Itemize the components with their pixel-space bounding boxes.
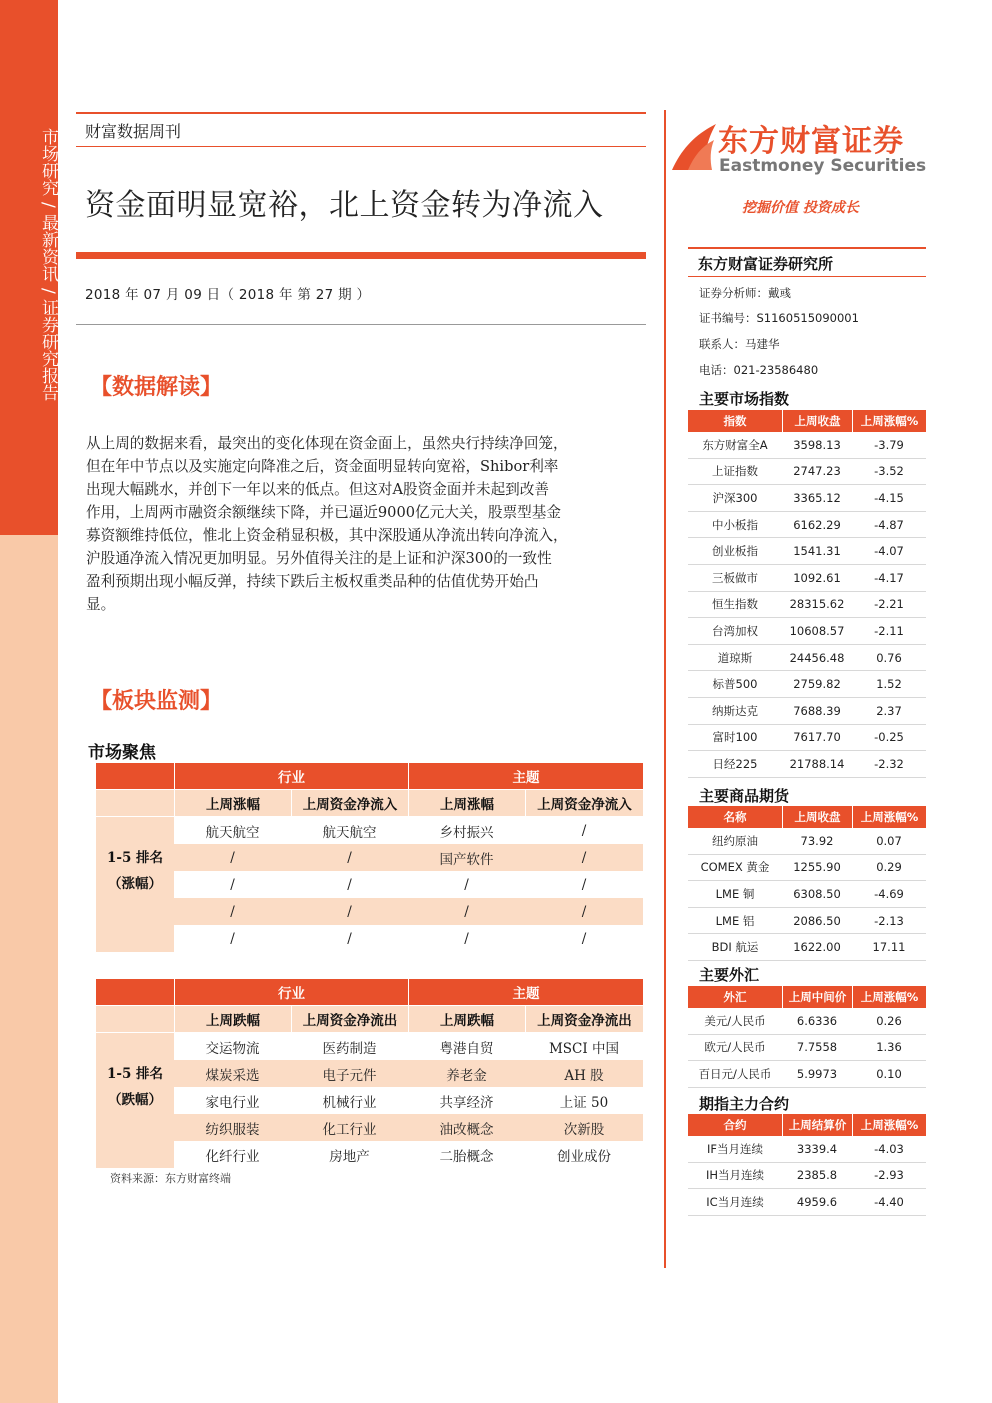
table-cell: 创业成份 — [557, 1148, 611, 1165]
table-cell: 中小板指 — [712, 517, 758, 532]
table-cell: 1622.00 — [793, 940, 841, 955]
table-cell: 共享经济 — [439, 1094, 494, 1111]
paragraph-line: 作用，上周两市融资余额继续下降，并已逼近9000亿元大关，股票型基金 — [86, 504, 561, 521]
table-cell: 3365.12 — [793, 490, 841, 505]
paragraph-line: 显。 — [86, 596, 116, 613]
table-cell: / — [581, 822, 587, 839]
table-cell: 房地产 — [329, 1148, 370, 1165]
table-cell: / — [408, 898, 525, 925]
table-row — [96, 898, 643, 925]
table-cell: 纽约原油 — [712, 833, 758, 848]
sidebar-band-bottom — [0, 535, 58, 1403]
table-column-header: 上周资金净流入 — [291, 790, 408, 816]
table-cell: IF当月连续 — [706, 1141, 763, 1156]
institute-rule-top — [688, 247, 926, 249]
table-row — [688, 1035, 926, 1062]
table-cell: 73.92 — [800, 833, 834, 848]
table-cell: 东方财富全A — [702, 437, 768, 452]
table-cell: 养老金 — [408, 1060, 525, 1087]
table-row — [96, 1033, 643, 1060]
table-row — [688, 751, 926, 778]
commodities-table — [688, 806, 926, 961]
futures-heading: 期指主力合约 — [699, 1095, 790, 1113]
table-cell: 7617.70 — [793, 730, 841, 745]
table-label-spacer — [96, 1006, 174, 1032]
table-row — [688, 671, 926, 698]
table-cell: / — [174, 898, 291, 925]
table-cell: 沪深300 — [712, 490, 758, 505]
table-row — [688, 881, 926, 908]
table-cell: 美元/人民币 — [704, 1013, 766, 1028]
table-cell: 乡村振兴 — [439, 824, 494, 841]
table-cell: / — [347, 876, 352, 893]
table-cell: -3.52 — [874, 464, 904, 479]
table-cell: / — [525, 898, 643, 925]
table-cell: -4.69 — [874, 886, 904, 901]
table-cell: 电子元件 — [291, 1060, 408, 1087]
table-row — [688, 1163, 926, 1190]
institute-rule-bottom — [688, 276, 926, 277]
header-rule-date — [76, 324, 646, 325]
table-header-row — [688, 986, 926, 1008]
table-cell: -0.25 — [874, 730, 904, 745]
table-row — [96, 871, 643, 898]
section-heading-data: 【数据解读】 — [90, 374, 223, 400]
table-cell: -2.21 — [874, 597, 904, 612]
table-cell: AH 股 — [525, 1060, 643, 1087]
table-cell: 17.11 — [872, 940, 906, 955]
table-row — [688, 618, 926, 645]
table-row — [688, 432, 926, 459]
brand-name-en: Eastmoney Securities — [719, 156, 927, 176]
table-row — [688, 538, 926, 565]
table-cell: -3.79 — [874, 437, 904, 452]
table-header-row — [688, 806, 926, 828]
table-row — [96, 1141, 643, 1168]
contact-person: 联系人：马建华 — [699, 337, 780, 351]
table-cell: 2086.50 — [793, 913, 841, 928]
table-cell: 日经225 — [712, 756, 758, 771]
fx-table — [688, 986, 926, 1088]
table-cell: 24456.48 — [789, 650, 845, 665]
table-row — [688, 828, 926, 855]
rank-label: 1-5 排名 — [106, 1066, 164, 1082]
table-cell: / — [174, 844, 291, 871]
table-cell: 次新股 — [525, 1114, 643, 1141]
table-cell: 0.29 — [876, 860, 902, 875]
table-label-cell — [96, 925, 174, 952]
table-cell: 纺织服装 — [174, 1114, 291, 1141]
table-row — [688, 1008, 926, 1035]
table-cell: / — [291, 898, 408, 925]
table-cell: 3598.13 — [793, 437, 841, 452]
table-group-header-row — [96, 979, 643, 1005]
table-column-header: 上周涨幅% — [852, 410, 926, 432]
table-column-header: 指数 — [723, 414, 747, 428]
sidebar-part: / — [38, 287, 58, 294]
table-cell: 1541.31 — [793, 544, 841, 559]
gainers-table — [96, 763, 643, 953]
table-cell: 2759.82 — [793, 677, 841, 692]
table-column-header: 上周涨幅% — [852, 806, 926, 828]
table-cell: 台湾加权 — [712, 623, 758, 638]
column-divider — [664, 110, 666, 1268]
table-cell: 机械行业 — [322, 1094, 377, 1111]
table-column-header: 上周涨幅 — [408, 790, 525, 816]
table-row — [688, 934, 926, 961]
table-cell: -2.32 — [874, 756, 904, 771]
table-cell: 0.07 — [876, 833, 902, 848]
paragraph-line: 从上周的数据来看，最突出的变化体现在资金面上，虽然央行持续净回笼， — [86, 435, 568, 452]
table-cell: -4.17 — [874, 570, 904, 585]
table-cell: 恒生指数 — [712, 597, 758, 612]
table-label-cell — [96, 817, 174, 844]
table-row — [96, 844, 643, 871]
sidebar-part: 市场研究 — [38, 128, 58, 196]
table-row — [688, 1136, 926, 1163]
table-cell: 二胎概念 — [439, 1148, 494, 1165]
cert-number: 证书编号：S1160515090001 — [699, 311, 859, 325]
table-cell: 28315.62 — [789, 597, 845, 612]
table-cell: / — [230, 930, 235, 947]
table-cell: / — [464, 930, 469, 947]
table-row — [688, 855, 926, 882]
indices-table — [688, 410, 926, 778]
table-group-header-row — [96, 763, 643, 789]
paragraph-line: 出现大幅跳水，并创下一年以来的低点。但这对A股资金面并未起到改善 — [86, 481, 549, 498]
table-row — [96, 1060, 643, 1087]
table-column-header: 合约 — [723, 1118, 747, 1132]
header-rule-journal — [76, 146, 646, 147]
table-cell: 6308.50 — [793, 886, 841, 901]
table-column-header: 上周跌幅 — [408, 1006, 525, 1032]
table-cell: -4.03 — [874, 1141, 904, 1156]
fx-heading: 主要外汇 — [699, 966, 760, 984]
table-row — [688, 1189, 926, 1216]
table-row — [688, 698, 926, 725]
institute-name: 东方财富证券研究所 — [698, 255, 834, 273]
table-cell: LME 铝 — [715, 913, 755, 928]
table-column-header: 上周资金净流入 — [525, 790, 643, 816]
rank-type-label: （涨幅） — [108, 876, 162, 892]
phone: 电话：021-23586480 — [699, 363, 819, 377]
table-cell: 0.26 — [876, 1013, 902, 1028]
table-cell: 0.10 — [876, 1066, 902, 1081]
table-column-header: 上周涨幅% — [852, 986, 926, 1008]
table-cell: COMEX 黄金 — [700, 860, 770, 875]
sidebar-label — [0, 128, 58, 428]
rank-label: 1-5 排名 — [106, 850, 164, 866]
issue-date: 2018 年 07 月 09 日（ 2018 年 第 27 期 ） — [85, 287, 371, 303]
table-column-header: 上周跌幅 — [174, 1006, 291, 1032]
table-cell: 0.76 — [876, 650, 902, 665]
table-row — [688, 725, 926, 752]
brand-slogan: 挖掘价值 投资成长 — [742, 200, 859, 216]
table-cell: 医药制造 — [322, 1040, 377, 1057]
table-column-header: 上周收盘 — [782, 806, 852, 828]
table-row — [688, 908, 926, 935]
section-heading-sector: 【板块监测】 — [90, 688, 223, 714]
table-label-cell — [96, 1114, 174, 1141]
table-row — [96, 817, 643, 844]
analyst: 证券分析师：戴彧 — [699, 286, 791, 300]
table-cell: 交运物流 — [205, 1040, 260, 1057]
sidebar-part: 最新资讯 — [38, 213, 58, 282]
table-cell: 化纤行业 — [205, 1148, 260, 1165]
data-paragraph — [86, 432, 646, 616]
table-cell: -4.07 — [874, 544, 904, 559]
table-cell: 6.6336 — [796, 1013, 838, 1028]
table-cell: 煤炭采选 — [174, 1060, 291, 1087]
table-cell: 粤港自贸 — [439, 1040, 494, 1057]
table-cell: / — [291, 844, 408, 871]
table-cell: 7.7558 — [796, 1040, 838, 1055]
table-column-header: 上周涨幅% — [852, 1114, 926, 1136]
table-column-header: 上周中间价 — [782, 986, 852, 1008]
table-cell: 标普500 — [712, 677, 758, 692]
sidebar-part: 证券研究报告 — [38, 299, 58, 402]
table-cell: 1092.61 — [793, 570, 841, 585]
table-header-row — [688, 410, 926, 432]
table-cell: 1.52 — [876, 677, 902, 692]
table-column-header: 上周收盘 — [782, 410, 852, 432]
table-cell: BDI 航运 — [711, 940, 759, 955]
table-cell: 7688.39 — [793, 703, 841, 718]
table-cell: 航天航空 — [322, 824, 377, 841]
page-title: 资金面明显宽裕，北上资金转为净流入 — [85, 188, 604, 223]
table-cell: 10608.57 — [789, 623, 845, 638]
table-cell: 欧元/人民币 — [704, 1040, 766, 1055]
table-cell: 2.37 — [876, 703, 902, 718]
source-note: 资料来源：东方财富终端 — [110, 1172, 231, 1185]
brand-name-cn: 东方财富证券 — [718, 124, 904, 159]
table-cell: IH当月连续 — [705, 1168, 765, 1183]
table-cell: 5.9973 — [796, 1066, 838, 1081]
table-row — [96, 1114, 643, 1141]
table-cell: / — [347, 930, 352, 947]
table-row-group-label — [96, 1061, 174, 1113]
table-cell: / — [464, 876, 469, 893]
table-row — [688, 459, 926, 486]
table-cell: 上证指数 — [712, 464, 758, 479]
table-cell: 1255.90 — [793, 860, 841, 875]
table-cell: IC当月连续 — [706, 1194, 764, 1209]
table-group-theme: 主题 — [408, 979, 643, 1005]
sidebar-part: / — [38, 202, 58, 208]
header-rule-top — [76, 112, 646, 114]
table-column-header: 上周结算价 — [782, 1114, 852, 1136]
table-column-header: 上周涨幅 — [174, 790, 291, 816]
table-column-header: 上周资金净流出 — [525, 1006, 643, 1032]
table-label-spacer — [96, 790, 174, 816]
table-cell: 1.36 — [876, 1040, 902, 1055]
table-cell: MSCI 中国 — [548, 1040, 620, 1057]
table-cell: 国产软件 — [408, 844, 525, 871]
table-cell: 21788.14 — [789, 756, 845, 771]
table-cell: 2385.8 — [796, 1168, 838, 1183]
table-cell: 6162.29 — [793, 517, 841, 532]
table-row — [96, 1087, 643, 1114]
table-cell: 纳斯达克 — [712, 703, 758, 718]
table-cell: 化工行业 — [291, 1114, 408, 1141]
table-cell: / — [581, 930, 587, 947]
table-group-theme: 主题 — [408, 763, 643, 789]
table-column-header: 外汇 — [723, 990, 747, 1004]
table-column-header-row — [96, 790, 643, 816]
table-cell: -2.93 — [874, 1168, 904, 1183]
table-group-industry: 行业 — [174, 763, 408, 789]
table-cell: 航天航空 — [205, 824, 260, 841]
table-cell: -4.87 — [874, 517, 904, 532]
table-cell: 富时100 — [712, 730, 758, 745]
table-row — [688, 512, 926, 539]
table-cell: 4959.6 — [796, 1194, 838, 1209]
commodities-heading: 主要商品期货 — [699, 787, 790, 805]
journal-name: 财富数据周刊 — [85, 122, 182, 141]
paragraph-line: 募资额维持低位，惟北上资金稍显积极，其中深股通从净流出转向净流入， — [86, 527, 568, 544]
table-cell: 上证 50 — [559, 1094, 609, 1111]
losers-table — [96, 979, 643, 1167]
table-group-industry: 行业 — [174, 979, 408, 1005]
table-cell: / — [525, 844, 643, 871]
table-cell: 创业板指 — [712, 544, 758, 559]
table-cell: / — [230, 876, 235, 893]
table-row — [688, 485, 926, 512]
table-cell: / — [581, 876, 587, 893]
table-label-cell — [96, 898, 174, 925]
table-cell: 3339.4 — [796, 1141, 838, 1156]
table-row — [688, 565, 926, 592]
table-corner-cell — [96, 763, 174, 789]
paragraph-line: 盈利预期出现小幅反弹，持续下跌后主板权重类品种的估值优势开始凸 — [86, 573, 539, 590]
table-row — [688, 1061, 926, 1088]
futures-table — [688, 1114, 926, 1216]
table-cell: 三板做市 — [712, 570, 758, 585]
table-row — [96, 925, 643, 952]
table-cell: LME 铜 — [715, 886, 755, 901]
table-cell: 2747.23 — [793, 464, 841, 479]
table-cell: -2.13 — [874, 913, 904, 928]
table-row — [688, 645, 926, 672]
rank-type-label: （跌幅） — [108, 1092, 162, 1108]
table-label-cell — [96, 1033, 174, 1060]
paragraph-line: 但在年中节点以及实施定向降准之后，资金面明显转向宽裕，Shibor利率 — [86, 458, 559, 475]
table-label-cell — [96, 1141, 174, 1168]
table-cell: -4.15 — [874, 490, 904, 505]
market-focus-heading: 市场聚焦 — [88, 743, 156, 763]
table-cell: 百日元/人民币 — [698, 1066, 772, 1081]
table-cell: 油改概念 — [408, 1114, 525, 1141]
table-column-header: 名称 — [723, 810, 747, 824]
table-cell: 家电行业 — [205, 1094, 260, 1111]
table-header-row — [688, 1114, 926, 1136]
table-cell: -4.40 — [874, 1194, 904, 1209]
header-rule-thick — [76, 252, 646, 259]
indices-heading: 主要市场指数 — [699, 390, 790, 408]
paragraph-line: 沪股通净流入情况更加明显。另外值得关注的是上证和沪深300的一致性 — [86, 550, 552, 567]
table-row — [688, 592, 926, 619]
table-row-group-label — [96, 845, 174, 897]
table-cell: 道琼斯 — [717, 650, 753, 665]
table-column-header: 上周资金净流出 — [291, 1006, 408, 1032]
table-cell: -2.11 — [874, 623, 904, 638]
table-column-header-row — [96, 1006, 643, 1032]
table-corner-cell — [96, 979, 174, 1005]
